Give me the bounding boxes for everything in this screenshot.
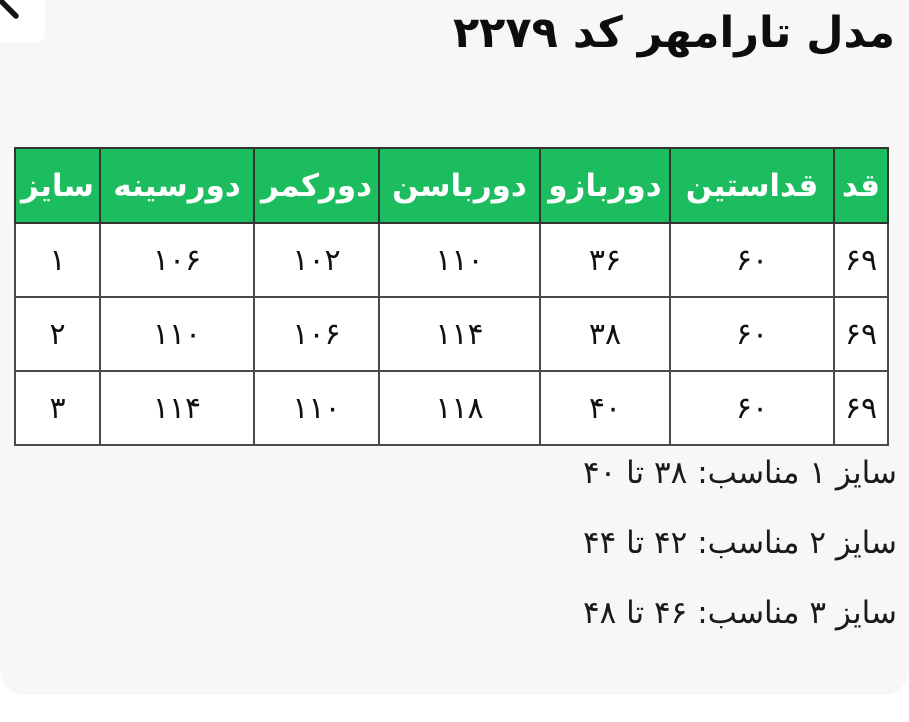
table-cell: ۱۱۴ xyxy=(379,297,540,371)
table-cell: ۱۱۰ xyxy=(254,371,379,445)
table-cell: ۲ xyxy=(15,297,100,371)
table-cell: ۴۰ xyxy=(540,371,670,445)
table-row xyxy=(15,223,888,297)
header-hip: دورباسن xyxy=(379,148,540,223)
table-row xyxy=(15,371,888,445)
table-cell: ۱۰۶ xyxy=(100,223,254,297)
table-header-row xyxy=(15,148,888,223)
table-cell: ۳ xyxy=(15,371,100,445)
table-cell: ۳۸ xyxy=(540,297,670,371)
note-size-2: سایز ۲ مناسب: ۴۲ تا ۴۴ xyxy=(582,525,897,561)
table-cell: ۱ xyxy=(15,223,100,297)
header-chest: دورسینه xyxy=(100,148,254,223)
table-cell: ۶۰ xyxy=(670,297,834,371)
size-fit-notes xyxy=(0,448,897,658)
table-cell: ۶۰ xyxy=(670,371,834,445)
header-size: سایز xyxy=(15,148,100,223)
header-sleeve-length: قداستین xyxy=(670,148,834,223)
table-cell: ۱۱۰ xyxy=(100,297,254,371)
header-height: قد xyxy=(834,148,888,223)
table-cell: ۱۰۲ xyxy=(254,223,379,297)
close-icon xyxy=(0,0,45,43)
table-cell: ۱۱۰ xyxy=(379,223,540,297)
table-cell: ۶۹ xyxy=(834,297,888,371)
table-cell: ۱۱۴ xyxy=(100,371,254,445)
size-table xyxy=(14,147,889,446)
table-cell: ۱۱۸ xyxy=(379,371,540,445)
note-size-3: سایز ۳ مناسب: ۴۶ تا ۴۸ xyxy=(582,595,897,631)
header-arm: دوربازو xyxy=(540,148,670,223)
table-cell: ۱۰۶ xyxy=(254,297,379,371)
table-cell: ۶۹ xyxy=(834,371,888,445)
header-waist: دورکمر xyxy=(254,148,379,223)
note-size-1: سایز ۱ مناسب: ۳۸ تا ۴۰ xyxy=(582,455,897,491)
page-title: مدل تارامهر کد ۲۲۷۹ xyxy=(452,8,895,58)
close-button[interactable] xyxy=(0,0,45,43)
table-cell: ۶۰ xyxy=(670,223,834,297)
table-cell: ۳۶ xyxy=(540,223,670,297)
table-cell: ۶۹ xyxy=(834,223,888,297)
table-row xyxy=(15,297,888,371)
